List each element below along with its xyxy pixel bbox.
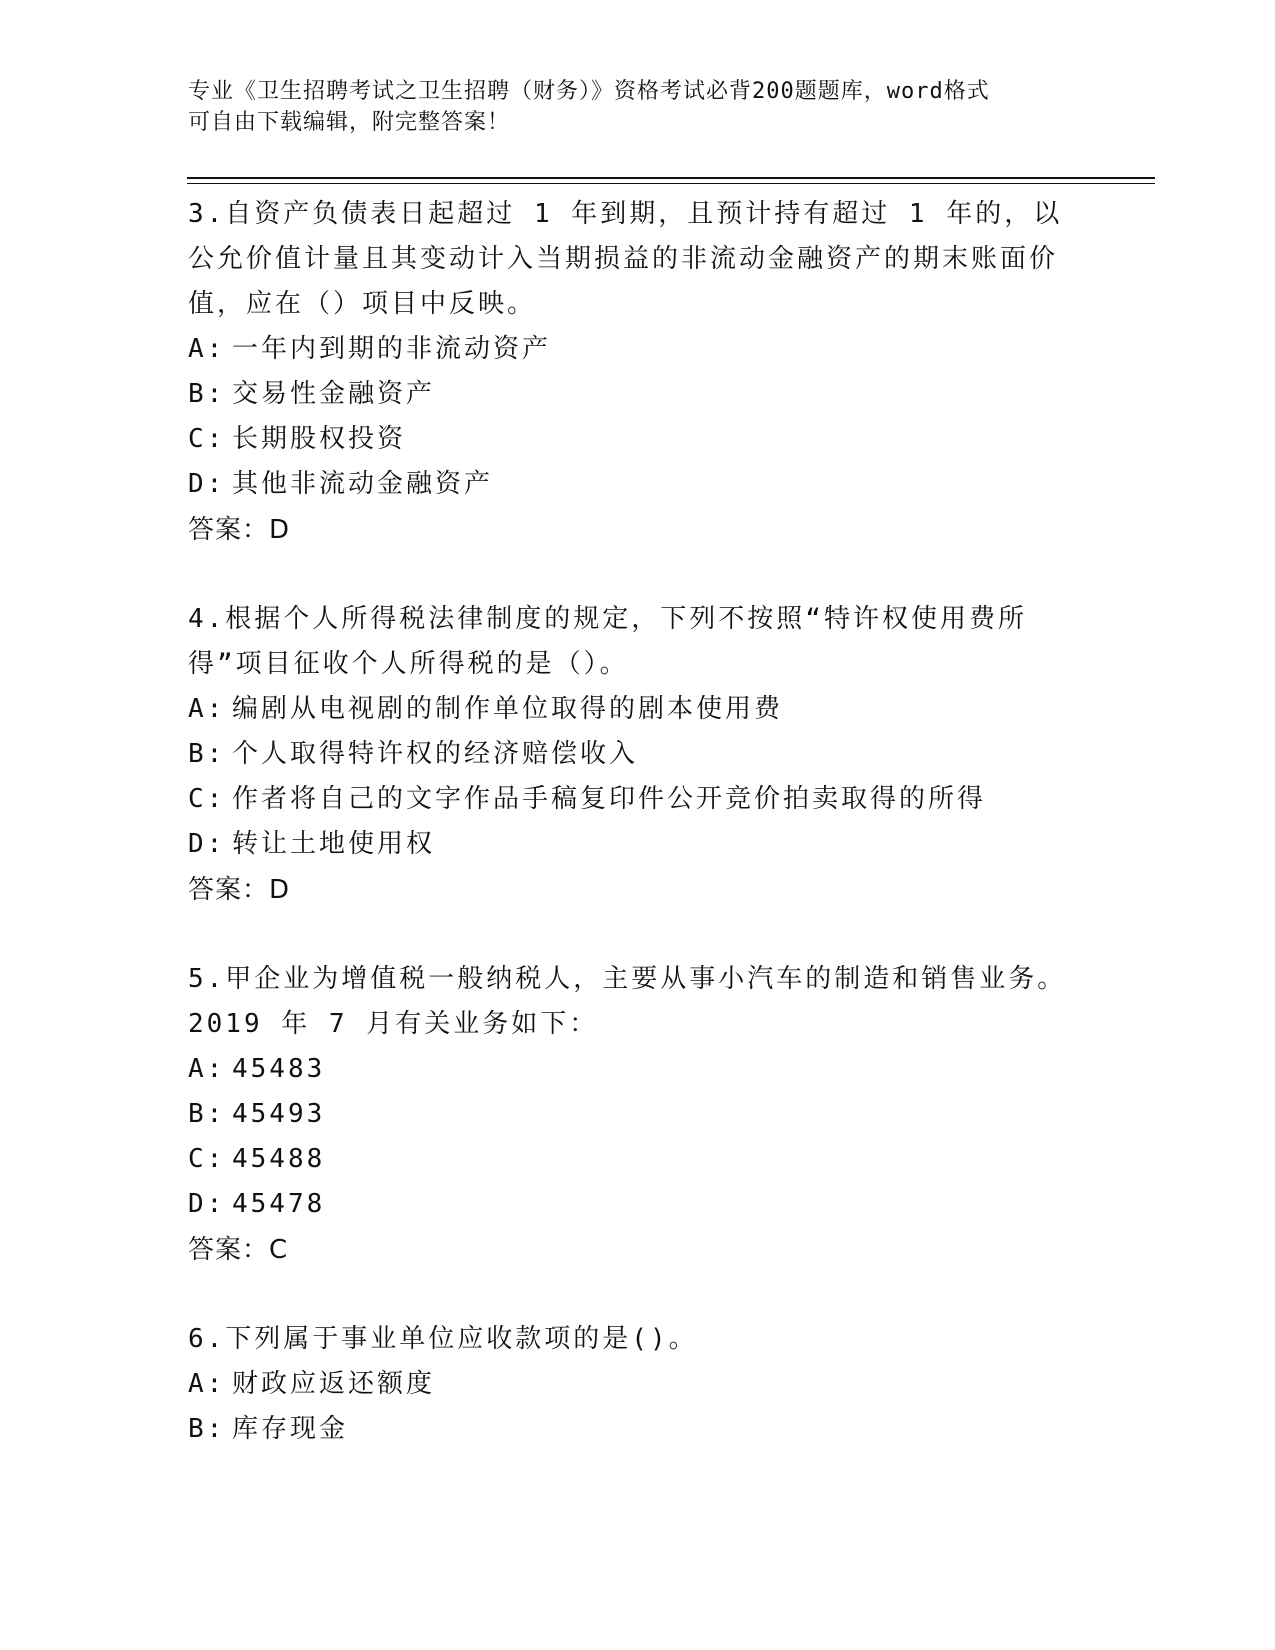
option-text: 交易性金融资产 — [232, 379, 436, 409]
option-key: C: — [188, 1144, 226, 1174]
question-text: 3.自资产负债表日起超过 1 年到期，且预计持有超过 1 年的，以公允价值计量且其变动计入当期损益的非流动金融资产的期末账面价值，应在（）项目中反映。 — [188, 199, 1063, 319]
header-divider-thin — [187, 183, 1155, 184]
answer-label: 答案： — [188, 515, 270, 545]
answer-value: D — [269, 515, 291, 545]
option-a — [188, 1362, 1088, 1407]
answer-line — [188, 867, 1088, 913]
option-key: B: — [188, 1414, 226, 1444]
option-b — [188, 1407, 1088, 1452]
option-b — [188, 1092, 1088, 1137]
option-text: 财政应返还额度 — [232, 1369, 436, 1399]
answer-value: D — [269, 875, 291, 905]
question-text: 6.下列属于事业单位应收款项的是()。 — [188, 1324, 698, 1354]
option-text: 个人取得特许权的经济赔偿收入 — [232, 739, 639, 769]
option-c — [188, 777, 1088, 822]
answer-line — [188, 1227, 1088, 1273]
header-title-line-2: 可自由下载编辑，附完整答案！ — [188, 110, 511, 135]
answer-label: 答案： — [188, 875, 270, 905]
option-c — [188, 417, 1088, 462]
option-text: 45488 — [232, 1144, 326, 1174]
option-key: B: — [188, 379, 226, 409]
question-3 — [188, 192, 1088, 553]
option-key: B: — [188, 1099, 226, 1129]
option-key: C: — [188, 784, 226, 814]
option-a — [188, 687, 1088, 732]
option-key: A: — [188, 334, 226, 364]
question-6 — [188, 1317, 1088, 1452]
option-key: A: — [188, 1054, 226, 1084]
option-a — [188, 1047, 1088, 1092]
question-list — [188, 192, 1088, 1496]
option-text: 编剧从电视剧的制作单位取得的剧本使用费 — [232, 694, 784, 724]
header-divider-thick — [187, 177, 1155, 179]
option-key: B: — [188, 739, 226, 769]
option-text: 作者将自己的文字作品手稿复印件公开竞价拍卖取得的所得 — [232, 784, 987, 814]
option-text: 库存现金 — [232, 1414, 349, 1444]
document-header — [188, 76, 1088, 138]
option-text: 其他非流动金融资产 — [232, 469, 494, 499]
question-text: 4.根据个人所得税法律制度的规定，下列不按照“特许权使用费所得”项目征收个人所得税的是（）。 — [188, 604, 1027, 679]
question-5 — [188, 957, 1088, 1273]
question-4 — [188, 597, 1088, 913]
option-text: 一年内到期的非流动资产 — [232, 334, 552, 364]
option-text: 长期股权投资 — [232, 424, 407, 454]
option-text: 转让土地使用权 — [232, 829, 436, 859]
option-text: 45493 — [232, 1099, 326, 1129]
answer-line — [188, 507, 1088, 553]
option-text: 45483 — [232, 1054, 326, 1084]
answer-label: 答案： — [188, 1235, 270, 1265]
option-text: 45478 — [232, 1189, 326, 1219]
header-title-line-1: 专业《卫生招聘考试之卫生招聘（财务）》资格考试必背200题题库，word格式 — [188, 79, 990, 104]
option-key: D: — [188, 1189, 226, 1219]
option-b — [188, 372, 1088, 417]
option-key: A: — [188, 694, 226, 724]
option-key: D: — [188, 469, 226, 499]
option-d — [188, 462, 1088, 507]
option-d — [188, 822, 1088, 867]
option-d — [188, 1182, 1088, 1227]
question-text: 5.甲企业为增值税一般纳税人，主要从事小汽车的制造和销售业务。2019 年 7 月有关业务如下： — [188, 964, 1067, 1039]
option-c — [188, 1137, 1088, 1182]
option-b — [188, 732, 1088, 777]
option-a — [188, 327, 1088, 372]
option-key: D: — [188, 829, 226, 859]
option-key: C: — [188, 424, 226, 454]
option-key: A: — [188, 1369, 226, 1399]
answer-value: C — [269, 1235, 289, 1265]
